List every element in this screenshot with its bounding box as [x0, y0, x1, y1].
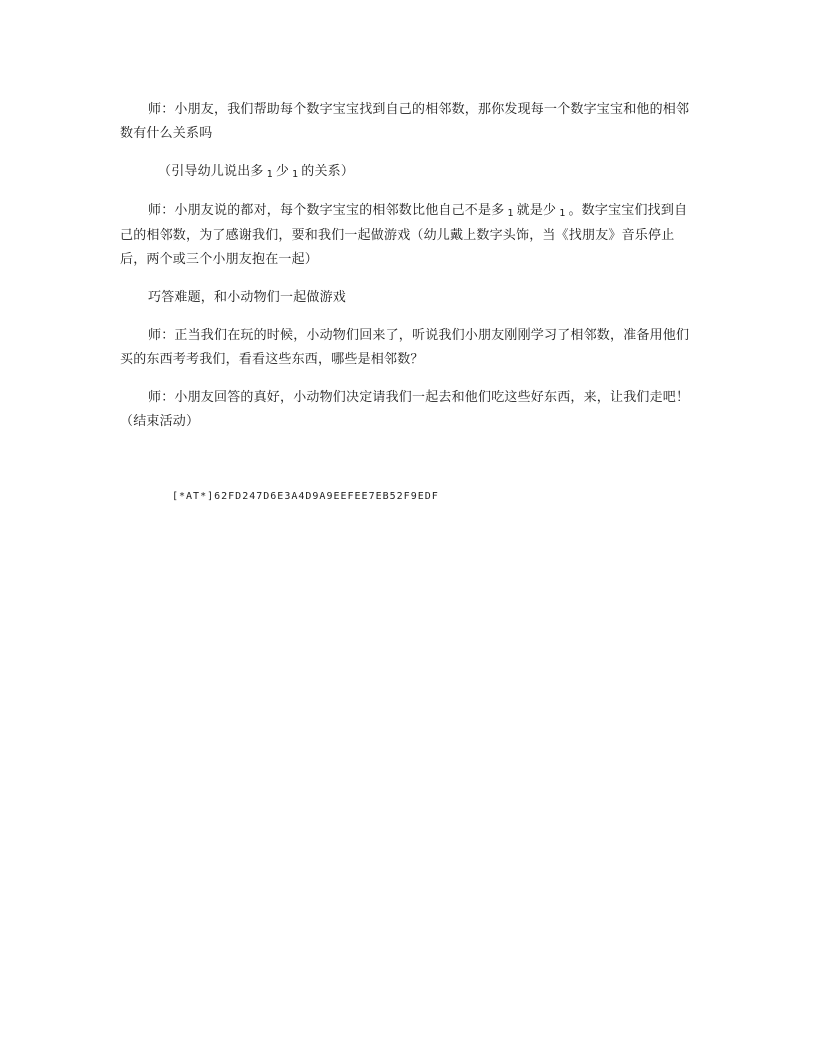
number-one-c: 1 — [507, 208, 514, 219]
document-body — [120, 98, 696, 448]
paragraph-guide-note — [120, 160, 696, 185]
summary-text-b: 就是少 — [516, 203, 557, 218]
guide-text-c: 的关系） — [301, 164, 355, 179]
guide-text-b: 少 — [275, 164, 290, 179]
paragraph-animals-return: 师：正当我们在玩的时候，小动物们回来了，听说我们小朋友刚刚学习了相邻数，准备用他们买的东西考考我们，看看这些东西，哪些是相邻数？ — [120, 328, 690, 367]
footer-code: [*AT*]62FD247D6E3A4D9A9EEFEE7EB52F9EDF — [172, 491, 439, 502]
number-one-d: 1 — [559, 208, 566, 219]
paragraph-section-heading: 巧答难题，和小动物们一起做游戏 — [148, 290, 347, 305]
summary-text-c: 。数字宝宝们找到自己的相邻数，为了感谢我们，要和我们一起做游戏（幼儿戴上数字头饰，当《找朋友》音乐停止后，两个或三个小朋友抱在一起） — [120, 203, 688, 267]
paragraph-teacher-question: 师：小朋友，我们帮助每个数字宝宝找到自己的相邻数，那你发现每一个数字宝宝和他的相邻数有什么关系吗 — [120, 102, 690, 141]
paragraph-teacher-summary — [120, 199, 696, 272]
guide-text-a: （引导幼儿说出多 — [158, 164, 264, 179]
number-one-a: 1 — [266, 169, 273, 180]
number-one-b: 1 — [292, 169, 299, 180]
paragraph-closing: 师：小朋友回答的真好，小动物们决定请我们一起去和他们吃这些好东西，来，让我们走吧！（结束活动） — [120, 390, 690, 429]
summary-text-a: 师：小朋友说的都对，每个数字宝宝的相邻数比他自己不是多 — [148, 203, 505, 218]
